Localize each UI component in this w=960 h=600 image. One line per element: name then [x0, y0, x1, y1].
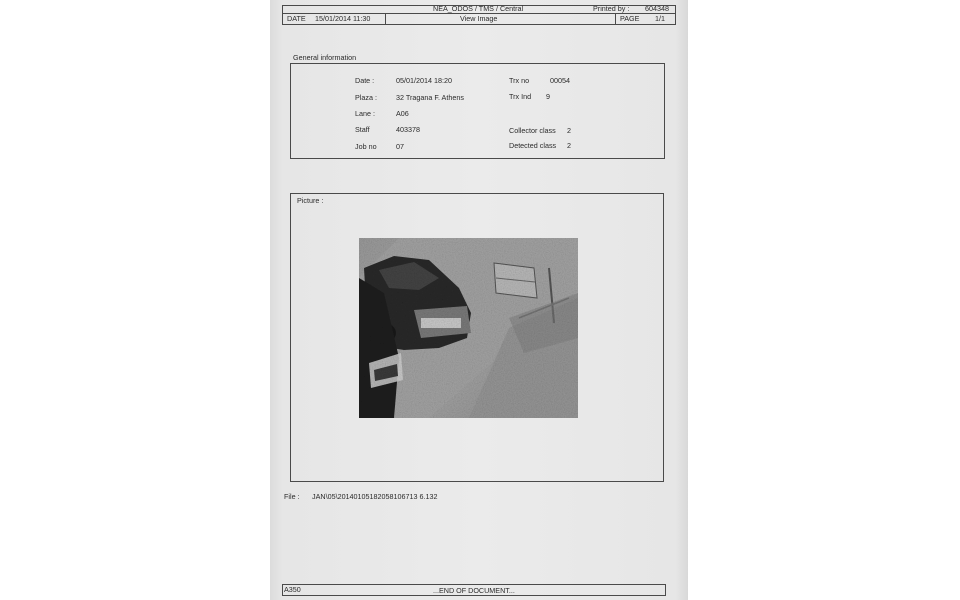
printed-by-value: 604348 — [645, 4, 669, 13]
field-label-plaza: Plaza : — [355, 93, 377, 102]
field-label-detected-class: Detected class — [509, 141, 557, 150]
field-label-job-no: Job no — [355, 142, 377, 151]
file-label: File : — [284, 492, 300, 501]
camera-photo — [359, 238, 578, 418]
field-label-trx-ind: Trx Ind — [509, 92, 532, 101]
header-separator-right — [615, 13, 616, 25]
picture-label: Picture : — [297, 196, 324, 205]
field-value-job-no: 07 — [396, 142, 404, 151]
field-value-collector-class: 2 — [567, 126, 571, 135]
field-value-date: 05/01/2014 18:20 — [396, 76, 452, 85]
general-info-box — [290, 63, 665, 159]
file-path: JAN\05\20140105182058106713 6.132 — [312, 492, 438, 501]
field-label-staff: Staff — [355, 125, 370, 134]
end-of-document: ...END OF DOCUMENT... — [433, 586, 515, 595]
field-label-date: Date : — [355, 76, 375, 85]
date-label: DATE — [287, 14, 306, 23]
field-label-lane: Lane : — [355, 109, 375, 118]
field-value-trx-no: 00054 — [550, 76, 570, 85]
field-label-trx-no: Trx no — [509, 76, 530, 85]
view-image-title: View Image — [460, 14, 498, 23]
field-value-staff: 403378 — [396, 125, 420, 134]
page-value: 1/1 — [655, 14, 665, 23]
date-value: 15/01/2014 11:30 — [315, 14, 371, 23]
field-value-lane: A06 — [396, 109, 409, 118]
field-value-detected-class: 2 — [567, 141, 571, 150]
page-label: PAGE — [620, 14, 640, 23]
general-info-title: General information — [293, 53, 357, 62]
footer-code: A350 — [284, 585, 301, 594]
system-title: NEA_ODOS / TMS / Central — [433, 4, 524, 13]
printed-by-label: Printed by : — [593, 4, 630, 13]
field-value-plaza: 32 Tragana F. Athens — [396, 93, 464, 102]
field-label-collector-class: Collector class — [509, 126, 556, 135]
field-value-trx-ind: 9 — [546, 92, 550, 101]
header-separator-left — [385, 13, 386, 25]
